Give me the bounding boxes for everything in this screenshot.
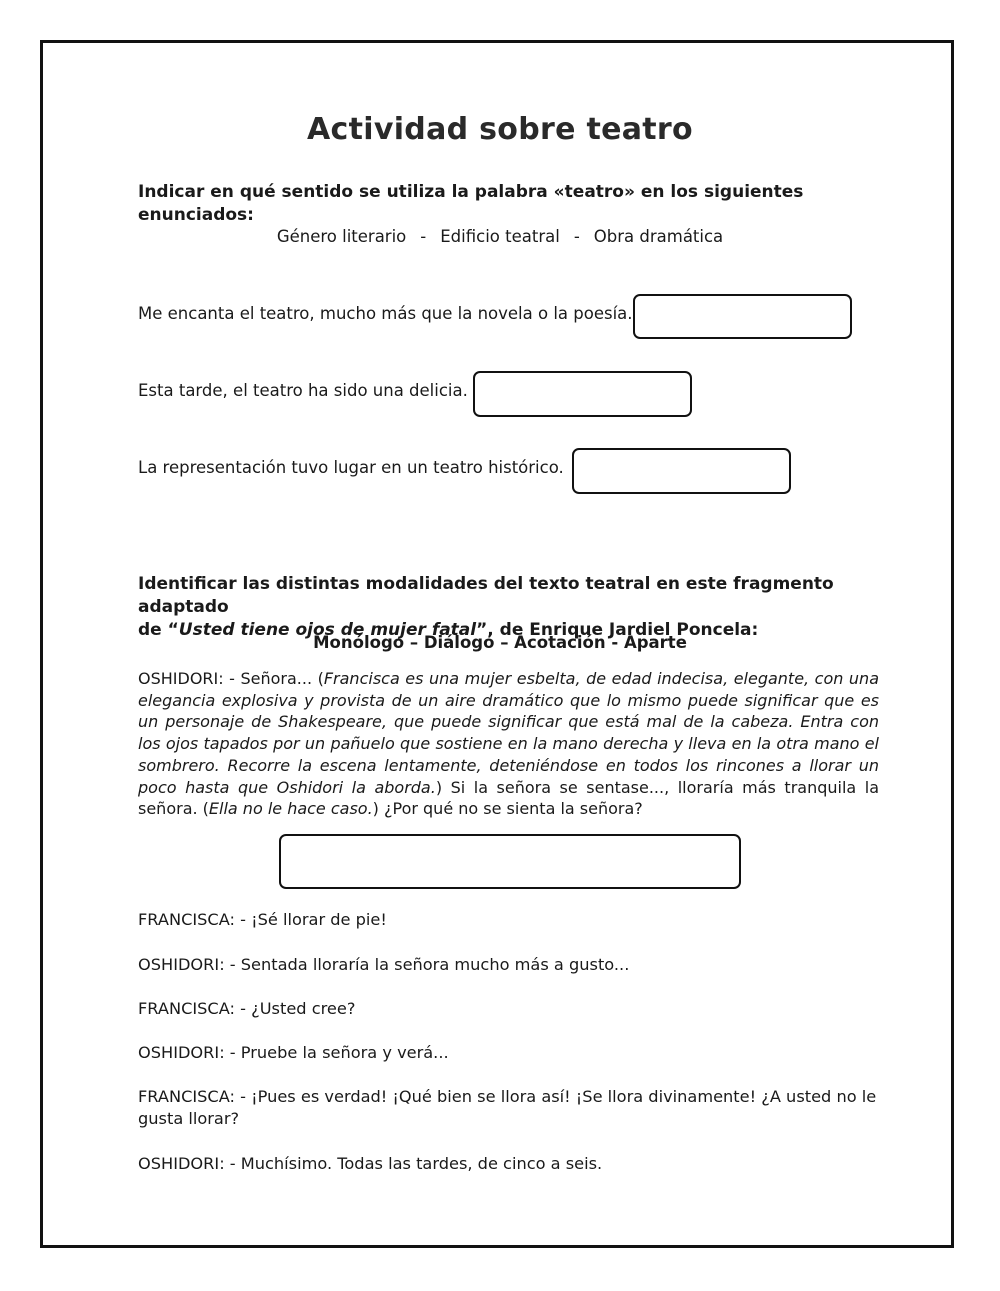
option-genero-literario: Género literario xyxy=(276,227,407,246)
question-3-answer-box[interactable] xyxy=(572,448,791,494)
option-obra-dramatica: Obra dramática xyxy=(593,227,724,246)
option-edificio-teatral: Edificio teatral xyxy=(440,227,560,246)
passage-speaker-opening: OSHIDORI: - Señora... ( xyxy=(138,669,324,688)
dialogue-line-4: OSHIDORI: - Pruebe la señora y verá... xyxy=(138,1043,449,1062)
passage-stage-direction-1: Francisca es una mujer esbelta, de edad indecisa, elegante, con una elegancia explosiva y provista de un aire dramático que lo mismo puede significar que es un personaje de Shakespeare, que puede significar que está mal de la cabeza. Entra con los ojos tapados por un pañuelo que sostiene en la mano derecha y lleva en la otra mano el sombrero. Recorre la escena lentamente, deteniéndose en todos los rincones a llorar un poco hasta que Oshidori la aborda. xyxy=(138,669,880,797)
page-title: Actividad sobre teatro xyxy=(307,112,693,147)
passage-stage-direction-2: Ella no le hace caso. xyxy=(208,799,373,819)
instruction-1: Indicar en qué sentido se utiliza la palabra «teatro» en los siguientes enunciados: xyxy=(138,182,804,225)
option-separator: - xyxy=(420,227,427,246)
answer-options xyxy=(0,227,1000,246)
modalidades-options: Monólogo – Diálogo – Acotación - Aparte xyxy=(313,633,687,652)
dialogue-line-1: FRANCISCA: - ¡Sé llorar de pie! xyxy=(138,910,387,929)
instruction-2-suffix: ”, de Enrique Jardiel Poncela: xyxy=(476,620,759,640)
dialogue-line-2: OSHIDORI: - Sentada lloraría la señora mucho más a gusto... xyxy=(138,955,630,974)
question-1-sentence: Me encanta el teatro, mucho más que la novela o la poesía. xyxy=(138,304,633,323)
passage-answer-box[interactable] xyxy=(279,834,741,889)
dialogue-line-5: FRANCISCA: - ¡Pues es verdad! ¡Qué bien se llora así! ¡Se llora divinamente! ¿A usted no le gusta llorar? xyxy=(138,1087,877,1128)
instruction-2-prefix: de “ xyxy=(138,620,179,640)
question-1-answer-box[interactable] xyxy=(633,294,852,339)
passage-paragraph xyxy=(138,668,879,820)
question-2-answer-box[interactable] xyxy=(473,371,692,417)
work-title: Usted tiene ojos de mujer fatal xyxy=(178,620,477,640)
passage-closing: ) ¿Por qué no se sienta la señora? xyxy=(372,799,643,819)
instruction-2 xyxy=(138,573,878,642)
option-separator: - xyxy=(573,227,580,246)
question-2-sentence: Esta tarde, el teatro ha sido una delicia. xyxy=(138,381,468,400)
instruction-2-line-1: Identificar las distintas modalidades del texto teatral en este fragmento adaptado xyxy=(138,574,834,617)
dialogue-line-3: FRANCISCA: - ¿Usted cree? xyxy=(138,999,356,1018)
question-3-sentence: La representación tuvo lugar en un teatro histórico. xyxy=(138,458,564,477)
dialogue-line-6: OSHIDORI: - Muchísimo. Todas las tardes, de cinco a seis. xyxy=(138,1154,603,1173)
passage-aside-text: ) Si la señora se sentase..., lloraría más tranquila la señora. ( xyxy=(138,777,879,819)
